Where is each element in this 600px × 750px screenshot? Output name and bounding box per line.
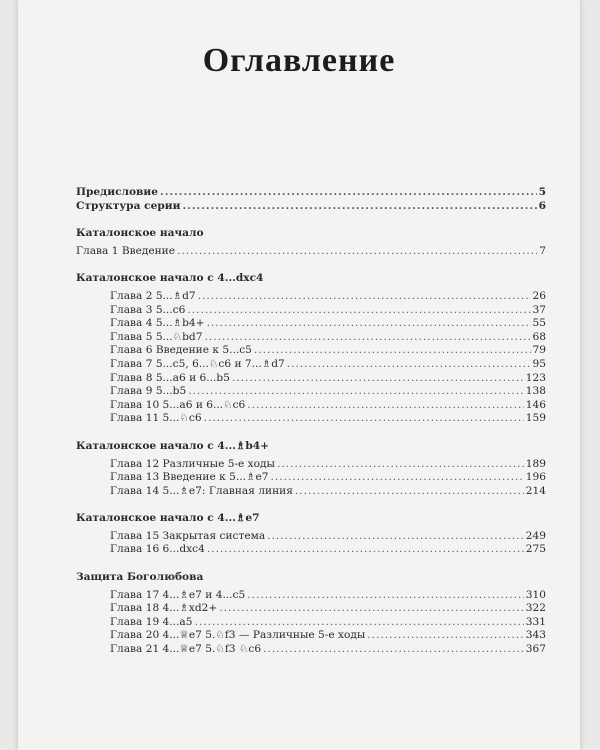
toc-entry-label: Глава 3 5...c6 [110,303,186,316]
toc-entry [76,304,546,318]
toc-page-number: 322 [525,602,546,615]
leader-dots [247,589,524,603]
toc-entry-label: Глава 2 5...♗d7 [110,289,196,302]
leader-dots [198,290,531,304]
toc-page-number: 146 [525,398,546,411]
toc-entry [76,358,546,372]
leader-dots [295,485,524,499]
section-heading: Каталонское начало с 4...♗e7 [76,512,260,525]
toc-entry-label: Предисловие [76,186,159,198]
toc-entry [76,290,546,304]
toc-entry-label: Глава 18 4...♗xd2+ [110,602,218,615]
section-heading: Защита Боголюбова [76,571,204,584]
toc-entry [76,471,546,485]
toc-entry-label: Глава 16 6...dxc4 [110,543,205,556]
toc-entry [76,530,546,544]
leader-dots [277,458,524,472]
toc-entry-label: Глава 1 Введение [76,244,176,257]
toc-entry [76,643,546,657]
toc-page-number: 7 [539,244,546,257]
toc-entry [76,543,546,557]
toc-entry-label: Глава 10 5...a6 и 6...♘c6 [110,398,246,411]
toc-page-number: 367 [525,643,546,656]
page-title: Оглавление [202,42,396,79]
toc-entry-label: Структура серии [76,199,181,212]
toc-page-number: 26 [532,289,546,302]
toc-entry-label: Глава 13 Введение к 5...♗e7 [110,471,269,484]
toc-page-number: 249 [525,529,546,542]
toc-entry [76,245,546,259]
leader-dots [207,543,524,557]
toc-page-number: 196 [525,471,546,484]
toc-entry [76,589,546,603]
toc-page-number: 189 [525,457,546,470]
toc-entry-label: Глава 14 5...♗e7: Главная линия [110,484,293,497]
leader-dots [254,344,531,358]
toc-page-number: 159 [525,412,546,425]
toc-entry-label: Глава 5 5...♘bd7 [110,330,203,343]
toc-page-number: 310 [525,588,546,601]
toc-entry [76,399,546,413]
toc-entry [76,331,546,345]
leader-dots [187,304,530,318]
toc-entry [76,344,546,358]
leader-dots [188,385,524,399]
toc-entry-preface [76,186,546,200]
toc-entry [76,602,546,616]
toc-entry-label: Глава 8 5...a6 и 6...b5 [110,371,230,384]
toc-entry-label: Глава 9 5...b5 [110,385,187,398]
leader-dots [247,399,524,413]
toc-entry-label: Глава 11 5...♘c6 [110,412,202,425]
toc-entry [76,317,546,331]
toc-page-number: 123 [525,371,546,384]
leader-dots [232,372,524,386]
section-heading: Каталонское начало с 4...♗b4+ [76,439,269,452]
leader-dots [194,616,523,630]
toc-page-number: 95 [532,357,546,370]
toc-entry-series-structure [76,200,546,214]
toc-entry [76,372,546,386]
leader-dots [160,186,537,200]
section-heading: Каталонское начало с 4...dxc4 [76,272,264,285]
leader-dots [207,317,531,331]
toc-page-number: 37 [532,303,546,316]
leader-dots [267,530,524,544]
toc-page-number: 79 [532,344,546,357]
toc-entry [76,458,546,472]
toc-entry-label: Глава 4 5...♗b4+ [110,317,205,330]
leader-dots [182,200,536,214]
leader-dots [367,629,523,643]
leader-dots [270,471,523,485]
toc-page-number: 275 [525,543,546,556]
toc-page-number: 68 [532,330,546,343]
section-heading: Каталонское начало [76,227,204,240]
leader-dots [204,331,530,345]
toc-page-number: 55 [532,317,546,330]
toc-entry-label: Глава 21 4...♕e7 5.♘f3 ♘c6 [110,643,262,656]
toc-entry-label: Глава 12 Различные 5-е ходы [110,457,275,470]
toc-page-number: 214 [525,484,546,497]
table-of-contents [76,186,546,657]
toc-entry-label: Глава 17 4...♗e7 и 4...c5 [110,588,246,601]
toc-entry-label: Глава 7 5...c5, 6...♘c6 и 7...♗d7 [110,357,285,370]
leader-dots [287,358,531,372]
toc-entry-label: Глава 20 4...♕e7 5.♘f3 — Различные 5-е ходы [110,629,366,642]
toc-entry-label: Глава 15 Закрытая система [110,529,266,542]
book-page [18,0,580,750]
toc-page-number: 331 [525,615,546,628]
leader-dots [219,602,523,616]
toc-entry [76,616,546,630]
toc-page-number: 5 [538,186,546,198]
toc-entry-label: Глава 19 4...a5 [110,615,193,628]
toc-entry [76,412,546,426]
leader-dots [263,643,524,657]
toc-entry [76,629,546,643]
toc-page-number: 138 [525,385,546,398]
toc-entry-label: Глава 6 Введение к 5...c5 [110,344,252,357]
leader-dots [204,412,524,426]
toc-entry [76,385,546,399]
toc-page-number: 343 [525,629,546,642]
toc-entry [76,485,546,499]
toc-page-number: 6 [538,199,546,212]
leader-dots [177,245,537,259]
